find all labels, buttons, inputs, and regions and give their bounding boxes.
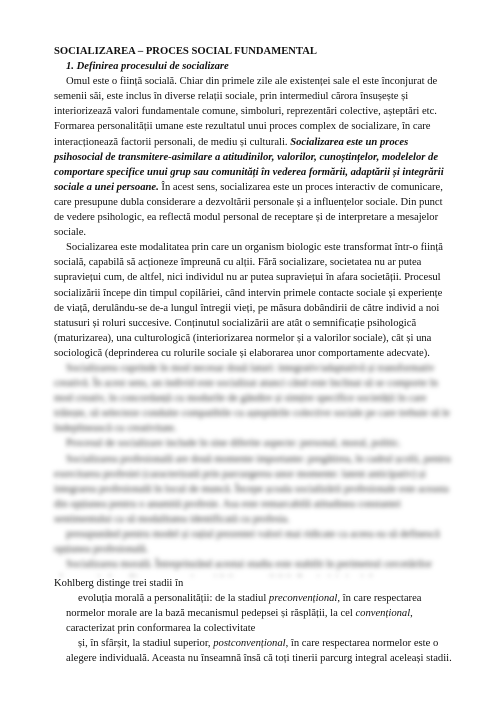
term-conventional: convențional [355, 608, 411, 620]
tail-2-intro: și, în sfârșit, la stadiul superior, [78, 638, 214, 650]
tail-paragraph-1 [54, 591, 452, 636]
blurred-paragraph-3: Socializarea profesională are două momente importante: pregătirea, în cadrul școlii, pentru exercitarea profesiei (caracterizată prin parcurgerea unor momente: latent anticipativ) și integrarea profesională în locul de muncă. Începe școala socializării profesionale este aceasta din opțiunea pentru o anumită profesie. Asa este remarcabilă atitudinea constantei sentimentului ca să modalitatea identificată cu profesia. [54, 453, 451, 525]
paragraph-1-rest: În acest sens, socializarea este un proces interactiv de comunicare, care presupune dubla considerare a dezvoltării personale și a influențelor sociale. Din punct de vedere psihologic, ea reflectă modul personal de receptare și de interpretare a mesajelor sociale. [54, 181, 443, 239]
paragraph-1 [54, 74, 452, 240]
tail-paragraph-2 [54, 636, 452, 666]
tail-1-mid: , în care respectarea normelor morale are la bază mecanismul pedepsei și răsplății, la cel [66, 593, 422, 620]
kohlberg-line: Kohlberg distinge trei stadii în [54, 577, 184, 589]
paragraph-1-intro: Omul este o ființă socială. Chiar din primele zile ale existenței sale el este înconjurat de semenii săi, este inclus în diverse relații sociale, prin intermediul cărora însușește și interiorizează valori fundamentale comune, simboluri, reprezentări colective, așteptări etc. Formarea personalității umane este rezultatul unui proces complex de socializare, în care interacționează factorii personali, de mediu și culturali. [54, 76, 438, 148]
blurred-paragraph-4: presupunând pentru model și rațiul prezentei valori mai ridicate ca aceea ea să definescă opțiunea profesională. [54, 529, 440, 556]
tail-1-intro: evoluția morală a personalității: de la stadiul [78, 593, 269, 605]
section-heading: 1. Definirea procesului de socializare [66, 61, 229, 73]
paragraph-2: Socializarea este modalitatea prin care un organism biologic este transformat într-o ființă socială, capabilă să acționeze împreună cu alții. Fără socializare, societatea nu ar putea supraviețui cum, de altfel, nici individul nu ar putea supraviețui în afara societății. Procesul socializării începe din timpul copilăriei, când intervin primele contacte sociale și experiențe de viață, derulându-se de-a lungul întregii vieți, pe măsura dobândirii de către individ a noi statusuri și roluri succesive. Conținutul socializării are atât o semnificație psihologică (maturizarea), una culturologică (interiorizarea normelor și a valorilor sociale), cât și una sociologică (deprinderea cu rolurile sociale și elaborarea unor comportamente adecvate). [54, 242, 444, 359]
clear-tail-section [54, 591, 452, 666]
blurred-paragraph-1: Socializarea cuprinde în mod necesar două laturi: integrativ/adaptativă și transformativ creativă. În acest sens, un individ este socializat atunci când este înclinat să se comporte în mod creativ, în concordanță cu modurile de gândire și simțire specifice societății în care trăiește, să selecteze conduite compatibile cu așteptările colective sociale pe care trebuie să le îndeplinească cu creativitate. [54, 362, 450, 435]
tail-2-end: , în care respectarea normelor este o alegere individuală. Aceasta nu înseamnă însă că toți tinerii parcurg integral aceleași stadii. [66, 638, 452, 665]
term-postconventional: postconvențional [213, 638, 286, 650]
socialization-definition: Socializarea este un proces psihosocial de transmitere-asimilare a atitudinilor, valorilor, cunoștințelor, modelelor de comportare specifice unui grup sau comunități în vederea formării, adaptării și integrării sociale a unei persoane. [54, 136, 444, 193]
blurred-section [54, 361, 452, 576]
document-title: SOCIALIZAREA – PROCES SOCIAL FUNDAMENTAL [54, 46, 317, 57]
document-body [54, 44, 452, 667]
blurred-paragraph-2: Procesul de socializare include în sine diferite aspecte: personal, moral, politic. [66, 438, 402, 450]
blurred-paragraph-5: Socializarea morală. Întreprinzând acestui studiu este stabilit în perimetrul cercetărilor [66, 559, 432, 571]
tail-1-end: , caracterizat prin conformarea la colectivitate [66, 608, 413, 635]
term-preconventional: preconvențional [268, 593, 338, 605]
